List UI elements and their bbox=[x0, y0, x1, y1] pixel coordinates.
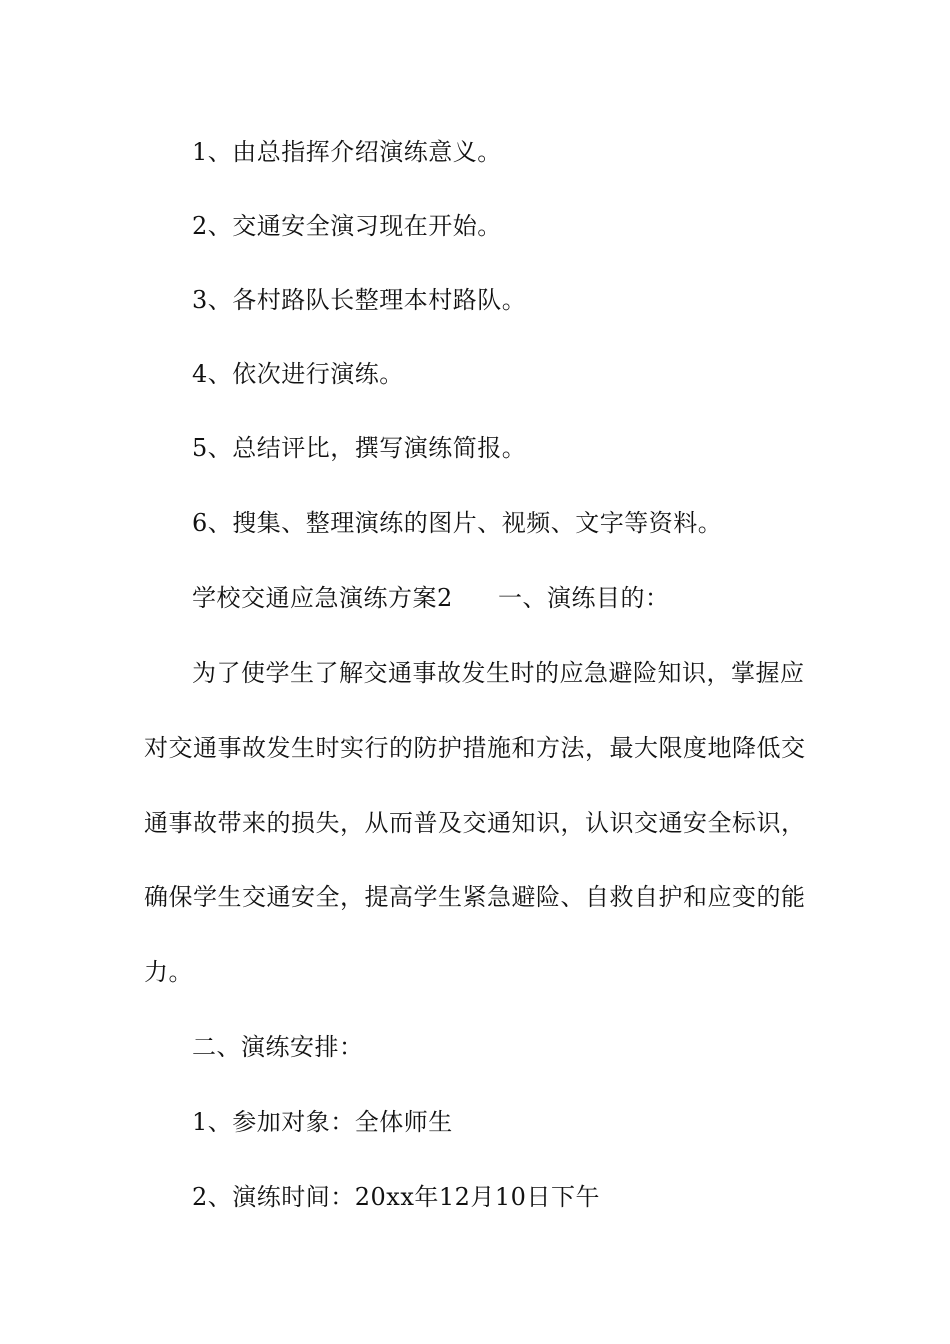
step-4: 4、依次进行演练。 bbox=[192, 360, 404, 388]
section-heading-arrangement: 二、演练安排： bbox=[192, 1033, 364, 1061]
purpose-line-5: 力。 bbox=[144, 958, 193, 986]
step-1: 1、由总指挥介绍演练意义。 bbox=[192, 138, 502, 166]
step-6: 6、搜集、整理演练的图片、视频、文字等资料。 bbox=[192, 509, 723, 537]
arrangement-item-2: 2、演练时间：20xx年12月10日下午 bbox=[192, 1183, 600, 1211]
section-title: 学校交通应急演练方案2 bbox=[192, 584, 453, 612]
arrangement-item-1: 1、参加对象：全体师生 bbox=[192, 1108, 453, 1136]
step-2: 2、交通安全演习现在开始。 bbox=[192, 212, 502, 240]
step-5: 5、总结评比，撰写演练简报。 bbox=[192, 434, 527, 462]
step-3: 3、各村路队长整理本村路队。 bbox=[192, 286, 527, 314]
purpose-line-2: 对交通事故发生时实行的防护措施和方法，最大限度地降低交 bbox=[144, 734, 806, 762]
purpose-line-4: 确保学生交通安全，提高学生紧急避险、自救自护和应变的能 bbox=[144, 883, 806, 911]
section-heading-purpose: 一、演练目的： bbox=[498, 584, 670, 612]
purpose-line-1: 为了使学生了解交通事故发生时的应急避险知识，掌握应 bbox=[192, 659, 805, 687]
purpose-line-3: 通事故带来的损失，从而普及交通知识，认识交通安全标识， bbox=[144, 809, 806, 837]
